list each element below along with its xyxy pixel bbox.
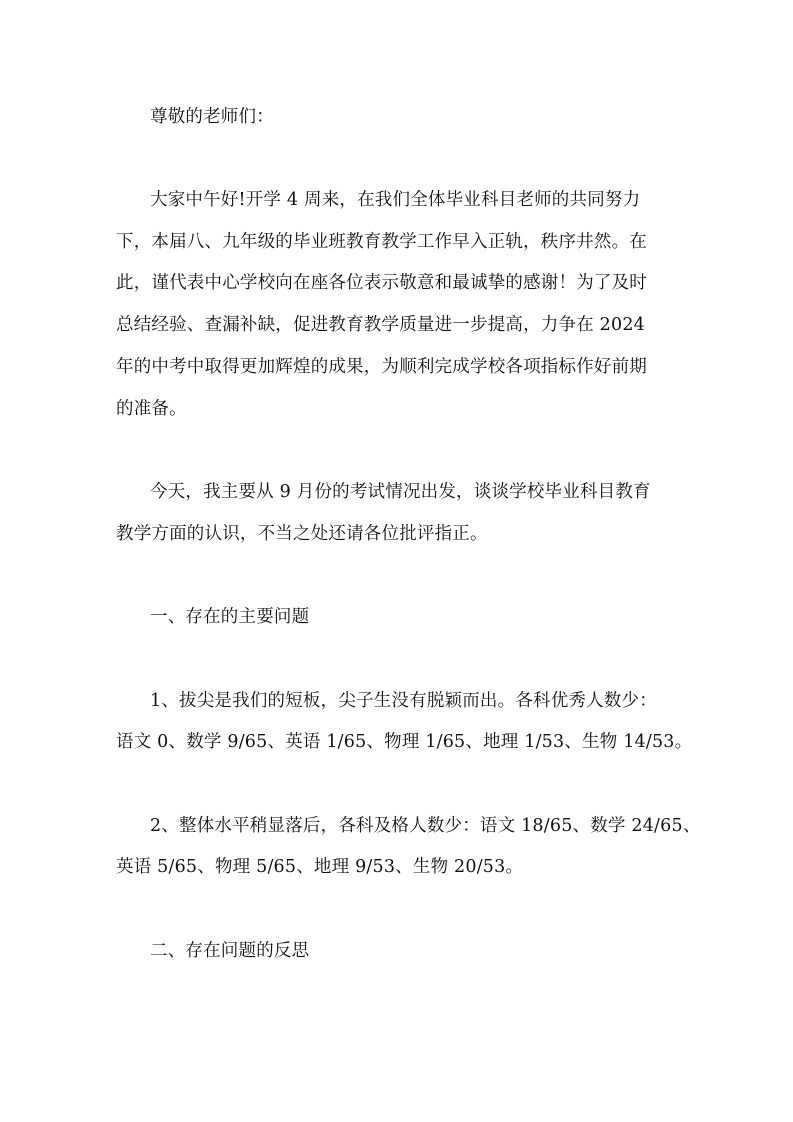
- paragraph-line: 下，本届八、九年级的毕业班教育教学工作早入正轨，秩序井然。在: [116, 232, 647, 252]
- list-item-line: 2、整体水平稍显落后，各科及格人数少：语文 18/65、数学 24/65、: [150, 816, 701, 836]
- list-item-line: 1、拔尖是我们的短板，尖子生没有脱颖而出。各科优秀人数少：: [150, 691, 657, 711]
- section-heading-2: 二、存在问题的反思: [150, 941, 310, 961]
- paragraph-line: 今天，我主要从 9 月份的考试情况出发，谈谈学校毕业科目教育: [150, 482, 651, 502]
- list-item-line: 语文 0、数学 9/65、英语 1/65、物理 1/65、地理 1/53、生物 14/53。: [116, 732, 693, 752]
- paragraph-line: 年的中考中取得更加辉煌的成果，为顺利完成学校各项指标作好前期: [116, 357, 647, 377]
- paragraph-line: 的准备。: [116, 399, 187, 419]
- list-item-line: 英语 5/65、物理 5/65、地理 9/53、生物 20/53。: [116, 857, 524, 877]
- salutation: 尊敬的老师们：: [150, 107, 274, 127]
- paragraph-line: 此，谨代表中心学校向在座各位表示敬意和最诚挚的感谢！为了及时: [116, 273, 647, 293]
- section-heading-1: 一、存在的主要问题: [150, 607, 310, 627]
- paragraph-line: 总结经验、查漏补缺，促进教育教学质量进一步提高，力争在 2024: [116, 315, 645, 335]
- paragraph-line: 大家中午好!开学 4 周来，在我们全体毕业科目老师的共同努力: [150, 190, 641, 210]
- paragraph-line: 教学方面的认识，不当之处还请各位批评指正。: [116, 524, 488, 544]
